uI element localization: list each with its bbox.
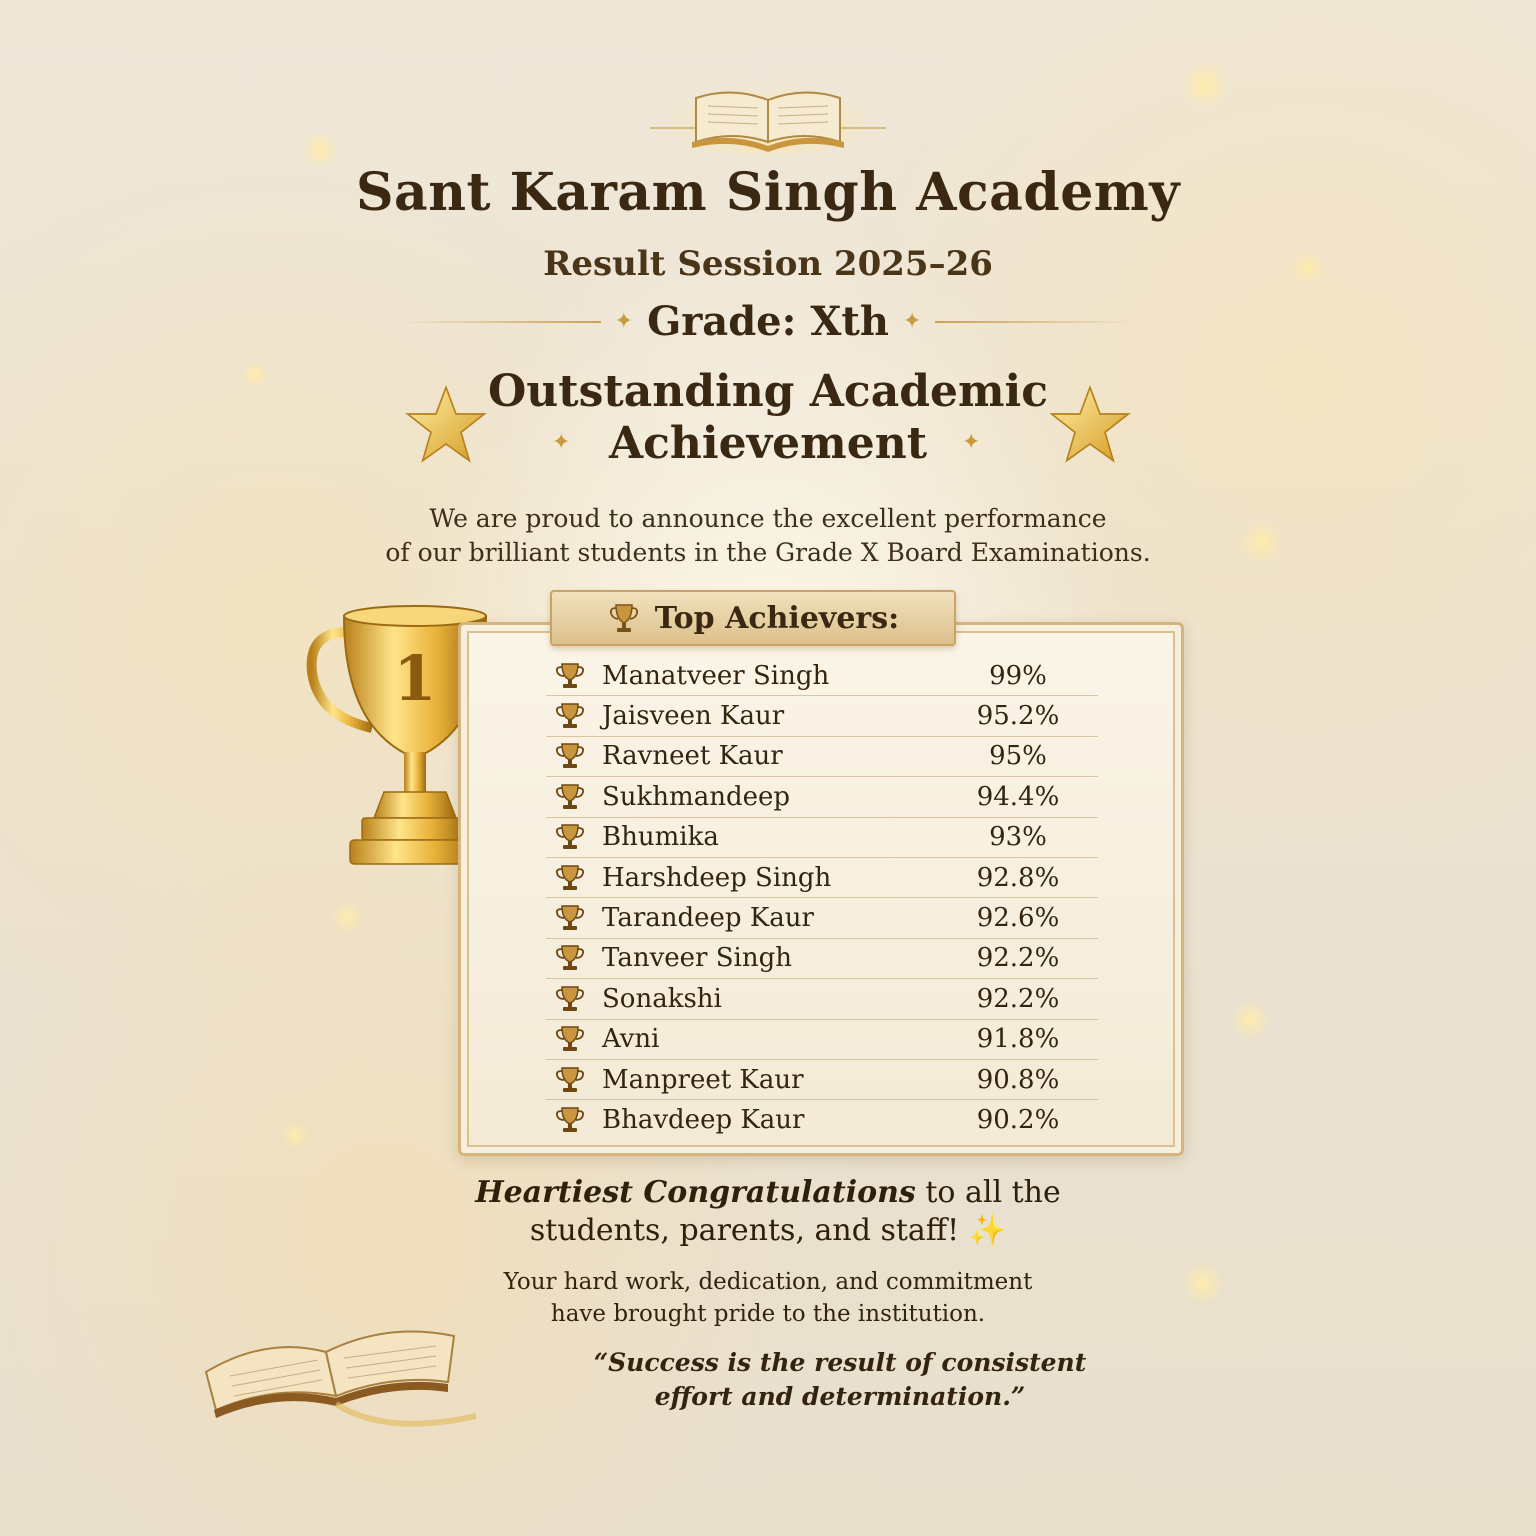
student-percent: 94.4% (976, 781, 1060, 812)
divider-line (401, 321, 601, 323)
sparkle-decoration (330, 900, 364, 934)
student-name: Bhavdeep Kaur (602, 1105, 805, 1136)
student-percent: 92.2% (976, 983, 1060, 1014)
trophy-icon (554, 1024, 586, 1054)
student-percent: 92.8% (976, 862, 1060, 893)
student-name: Bhumika (602, 822, 719, 853)
student-percent: 90.8% (976, 1064, 1060, 1095)
trophy-icon (554, 701, 586, 731)
student-percent: 90.2% (976, 1105, 1060, 1136)
achiever-row (546, 979, 1098, 1019)
congrats-line-2 (0, 1212, 1536, 1250)
student-name: Manpreet Kaur (602, 1064, 804, 1095)
quote-text (400, 1346, 1280, 1414)
achiever-row (546, 858, 1098, 898)
sparkle-icon: ✦ (902, 309, 922, 334)
student-percent: 92.6% (976, 903, 1060, 934)
achiever-row (546, 777, 1098, 817)
heading-line-1: Outstanding Academic (487, 366, 1049, 417)
student-name: Jaisveen Kaur (602, 701, 785, 732)
school-name: Sant Karam Singh Academy (355, 162, 1181, 223)
row-trophy (546, 1105, 594, 1135)
student-name: Manatveer Singh (602, 660, 830, 691)
achiever-row (546, 1100, 1098, 1140)
achiever-row (546, 696, 1098, 736)
open-book-icon (186, 1296, 496, 1446)
congratulations-text (0, 1174, 1536, 1250)
row-trophy (546, 1065, 594, 1095)
row-trophy (546, 943, 594, 973)
trophy-icon (554, 661, 586, 691)
quote-line-1: “Success is the result of consistent (593, 1348, 1087, 1377)
achievement-heading (0, 366, 1536, 470)
congrats-line-2-text: students, parents, and staff! (529, 1213, 960, 1248)
quote-line-2: effort and determination.” (654, 1382, 1026, 1411)
row-trophy (546, 661, 594, 691)
achiever-row (546, 818, 1098, 858)
sparkle-icon: ✦ (962, 430, 981, 455)
trophy-icon (554, 1065, 586, 1095)
heading-line-2: Achievement (608, 418, 928, 469)
student-percent: 95.2% (976, 701, 1060, 732)
intro-line-1: We are proud to announce the excellent performance (429, 504, 1107, 533)
trophy-icon (554, 903, 586, 933)
trophy-icon (554, 1105, 586, 1135)
student-name: Tanveer Singh (602, 943, 792, 974)
open-book-icon (650, 62, 886, 162)
achiever-row (546, 656, 1098, 696)
trophy-number: 1 (393, 642, 437, 715)
row-trophy (546, 782, 594, 812)
student-percent: 91.8% (976, 1024, 1060, 1055)
student-percent: 95% (989, 741, 1047, 772)
trophy-icon (554, 943, 586, 973)
congrats-line-1 (0, 1174, 1536, 1212)
student-name: Harshdeep Singh (602, 862, 832, 893)
student-percent: 99% (989, 660, 1047, 691)
trophy-icon (554, 782, 586, 812)
trophy-icon (554, 984, 586, 1014)
sparkle-decoration (1230, 1000, 1270, 1040)
trophy-icon (554, 822, 586, 852)
row-trophy (546, 822, 594, 852)
row-trophy (546, 701, 594, 731)
sparkle-icon: ✦ (552, 430, 571, 455)
student-name: Sukhmandeep (602, 781, 791, 812)
achiever-row (546, 898, 1098, 938)
student-name: Ravneet Kaur (602, 741, 783, 772)
achiever-row (546, 1060, 1098, 1100)
student-name: Avni (602, 1024, 660, 1055)
student-percent: 92.2% (976, 943, 1060, 974)
achievers-ribbon (550, 590, 956, 646)
grade-row (0, 298, 1536, 345)
intro-line-2: of our brilliant students in the Grade X Board Examinations. (385, 538, 1151, 567)
sparkle-icon: ✦ (614, 309, 634, 334)
achiever-row (546, 1020, 1098, 1060)
sparkle-icon: ✨ (968, 1213, 1007, 1248)
achiever-row (546, 737, 1098, 777)
trophy-icon (554, 741, 586, 771)
congrats-rest: to all the (915, 1175, 1061, 1210)
message-line-1: Your hard work, dedication, and commitment (503, 1269, 1033, 1295)
achievers-list (546, 656, 1098, 1141)
row-trophy (546, 741, 594, 771)
congrats-bold: Heartiest Congratulations (475, 1175, 916, 1210)
student-name: Sonakshi (602, 983, 722, 1014)
message-line-2: have brought pride to the institution. (550, 1301, 986, 1327)
divider-line (935, 321, 1135, 323)
sparkle-decoration (280, 1120, 310, 1150)
sparkle-decoration (1180, 60, 1230, 110)
achievers-title: Top Achievers: (654, 600, 900, 636)
achiever-row (546, 939, 1098, 979)
row-trophy (546, 903, 594, 933)
grade-label: Grade: Xth (647, 298, 889, 345)
trophy-icon (607, 601, 641, 635)
intro-text (0, 502, 1536, 570)
student-name: Tarandeep Kaur (602, 903, 814, 934)
student-percent: 93% (989, 822, 1047, 853)
result-session: Result Session 2025–26 (543, 244, 993, 284)
row-trophy (546, 984, 594, 1014)
row-trophy (546, 863, 594, 893)
row-trophy (546, 1024, 594, 1054)
trophy-icon (554, 863, 586, 893)
